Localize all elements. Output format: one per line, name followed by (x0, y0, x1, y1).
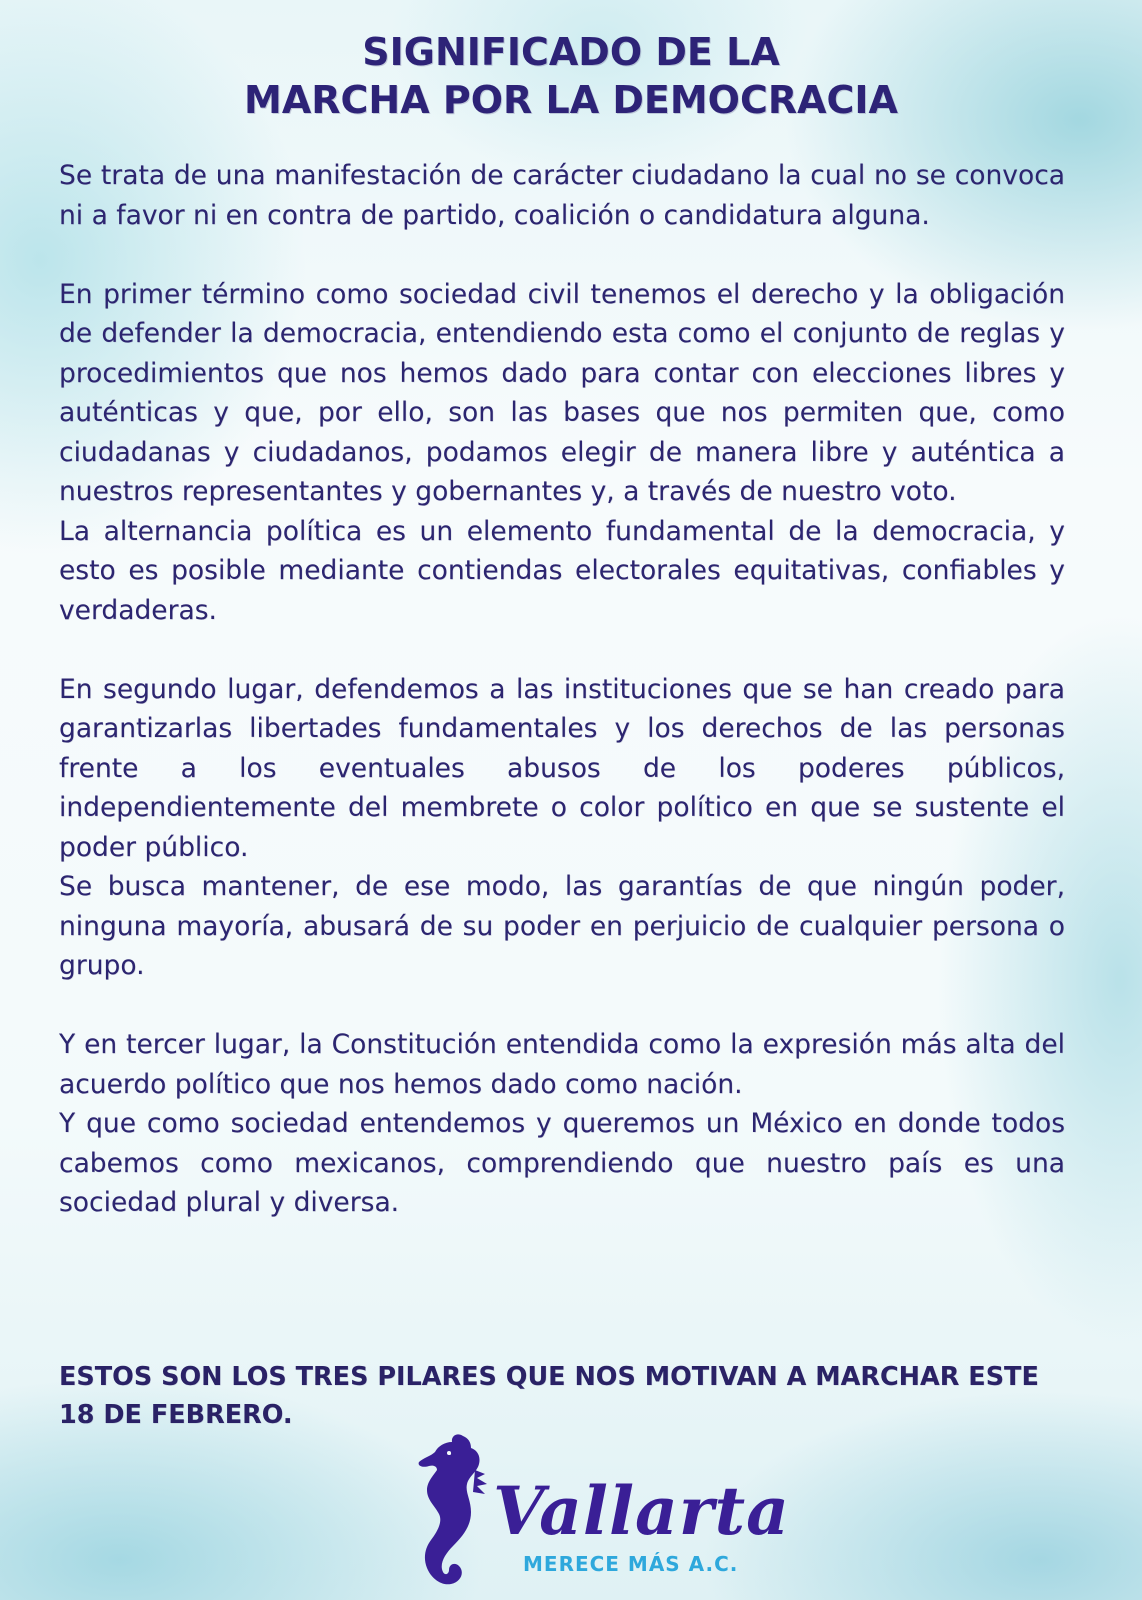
title-line-2: MARCHA POR LA DEMOCRACIA (244, 78, 898, 122)
paragraph-second-point: En segundo lugar, defendemos a las instituciones que se han creado para garantizarlas libertades fundamentales y los derechos de las personas frente a los eventuales abusos de los poderes públicos, independientemente del membrete o color político en que se sustente el poder público. (59, 673, 1065, 863)
page-title (0, 28, 1142, 124)
title-line-1: SIGNIFICADO DE LA (362, 30, 780, 74)
body-text (59, 156, 1065, 1223)
seahorse-icon (405, 1430, 505, 1595)
closing-statement: ESTOS SON LOS TRES PILARES QUE NOS MOTIVAN A MARCHAR ESTE 18 DE FEBRERO. (59, 1362, 1039, 1430)
vallarta-logo (405, 1430, 790, 1595)
paragraph-third-point: Y en tercer lugar, la Constitución entendida como la expresión más alta del acuerdo político que nos hemos dado como nación. (59, 1029, 1065, 1100)
logo-subtitle: MERECE MÁS A.C. (523, 1552, 739, 1576)
paragraph-alternancia: La alternancia política es un elemento fundamental de la democracia, y esto es posible mediante contiendas electorales equitativas, confiables y verdaderas. (59, 515, 1065, 626)
paragraph-first-point: En primer término como sociedad civil tenemos el derecho y la obligación de defender la democracia, entendiendo esta como el conjunto de reglas y procedimientos que nos hemos dado para contar con elecciones libres y auténticas y que, por ello, son las bases que nos permiten que, como ciudadanas y ciudadanos, podamos elegir de manera libre y auténtica a nuestros representantes y gobernantes y, a través de nuestro voto. (59, 278, 1065, 507)
paragraph-garantias: Se busca mantener, de ese modo, las garantías de que ningún poder, ninguna mayoría, abusará de su poder en perjuicio de cualquier persona o grupo. (59, 871, 1065, 981)
paragraph-mexico: Y que como sociedad entendemos y queremos un México en donde todos cabemos como mexicanos, comprendiendo que nuestro país es una sociedad plural y diversa. (59, 1108, 1065, 1218)
paragraph-intro: Se trata de una manifestación de carácter ciudadano la cual no se convoca ni a favor ni en contra de partido, coalición o candidatura alguna. (59, 160, 1065, 231)
logo-wordmark: Vallarta (493, 1472, 790, 1550)
